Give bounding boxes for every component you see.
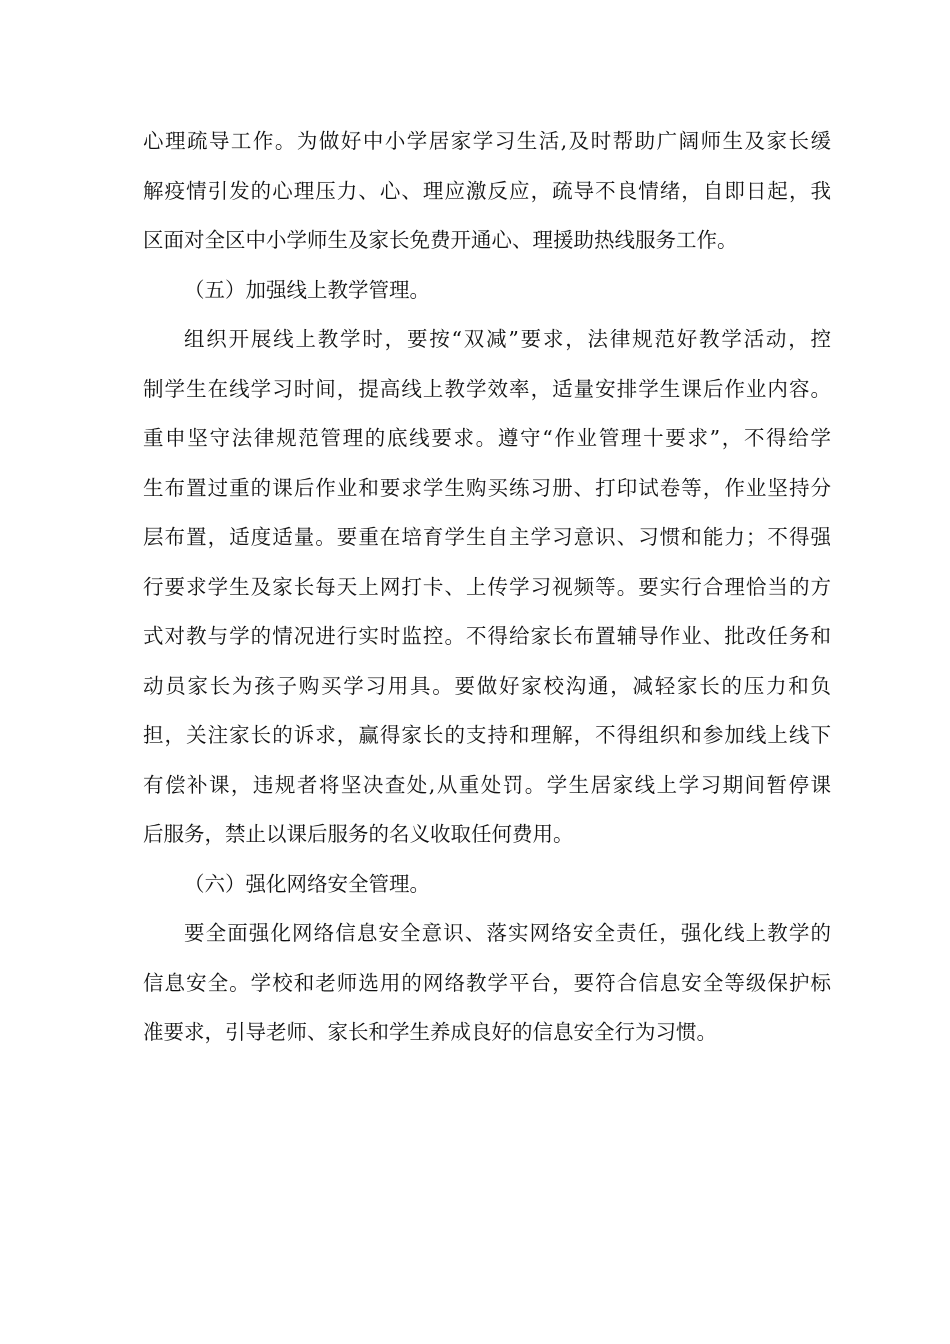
text-line: 信息安全。学校和老师选用的网络教学平台，要符合信息安全等级保护标 <box>143 970 831 995</box>
text-line: 式对教与学的情况进行实时监控。不得给家长布置辅导作业、批改任务和 <box>143 624 831 648</box>
text-line: 担，关注家长的诉求，赢得家长的支持和理解，不得组织和参加线上线下 <box>143 723 831 747</box>
text-line: 要全面强化网络信息安全意识、落实网络安全责任，强化线上教学的 <box>184 921 831 945</box>
text-line: 有偿补课，违规者将坚决查处,从重处罚。学生居家线上学习期间暂停课 <box>143 772 831 797</box>
document-body <box>143 117 831 1058</box>
text-line: 重申坚守法律规范管理的底线要求。遵守“作业管理十要求”，不得给学 <box>143 426 831 450</box>
text-line: 生布置过重的课后作业和要求学生购买练习册、打印试卷等，作业坚持分 <box>143 475 831 500</box>
section-heading-network-security: （六）强化网络安全管理。 <box>184 871 430 896</box>
paragraph-psychological-support <box>143 117 831 266</box>
text-line: 后服务，禁止以课后服务的名义收取任何费用。 <box>143 822 574 846</box>
text-line: 制学生在线学习时间，提高线上教学效率，适量安排学生课后作业内容。 <box>143 376 831 401</box>
text-line: 组织开展线上教学时，要按“双减”要求，法律规范好教学活动，控 <box>184 327 831 351</box>
paragraph-online-teaching <box>143 315 831 860</box>
paragraph-network-security <box>143 909 831 1058</box>
text-line: 行要求学生及家长每天上网打卡、上传学习视频等。要实行合理恰当的方 <box>143 574 831 599</box>
text-line: 解疫情引发的心理压力、心、理应激反应，疏导不良情绪，自即日起，我 <box>143 178 831 203</box>
text-line: 心理疏导工作。为做好中小学居家学习生活,及时帮助广阔师生及家长缓 <box>143 129 831 153</box>
text-line: 动员家长为孩子购买学习用具。要做好家校沟通，减轻家长的压力和负 <box>143 673 831 698</box>
text-line: 准要求，引导老师、家长和学生养成良好的信息安全行为习惯。 <box>143 1020 717 1044</box>
text-line: 层布置，适度适量。要重在培育学生自主学习意识、习惯和能力；不得强 <box>143 525 831 549</box>
section-heading-online-teaching: （五）加强线上教学管理。 <box>184 277 430 302</box>
text-line: 区面对全区中小学师生及家长免费开通心、理援助热线服务工作。 <box>143 228 738 252</box>
